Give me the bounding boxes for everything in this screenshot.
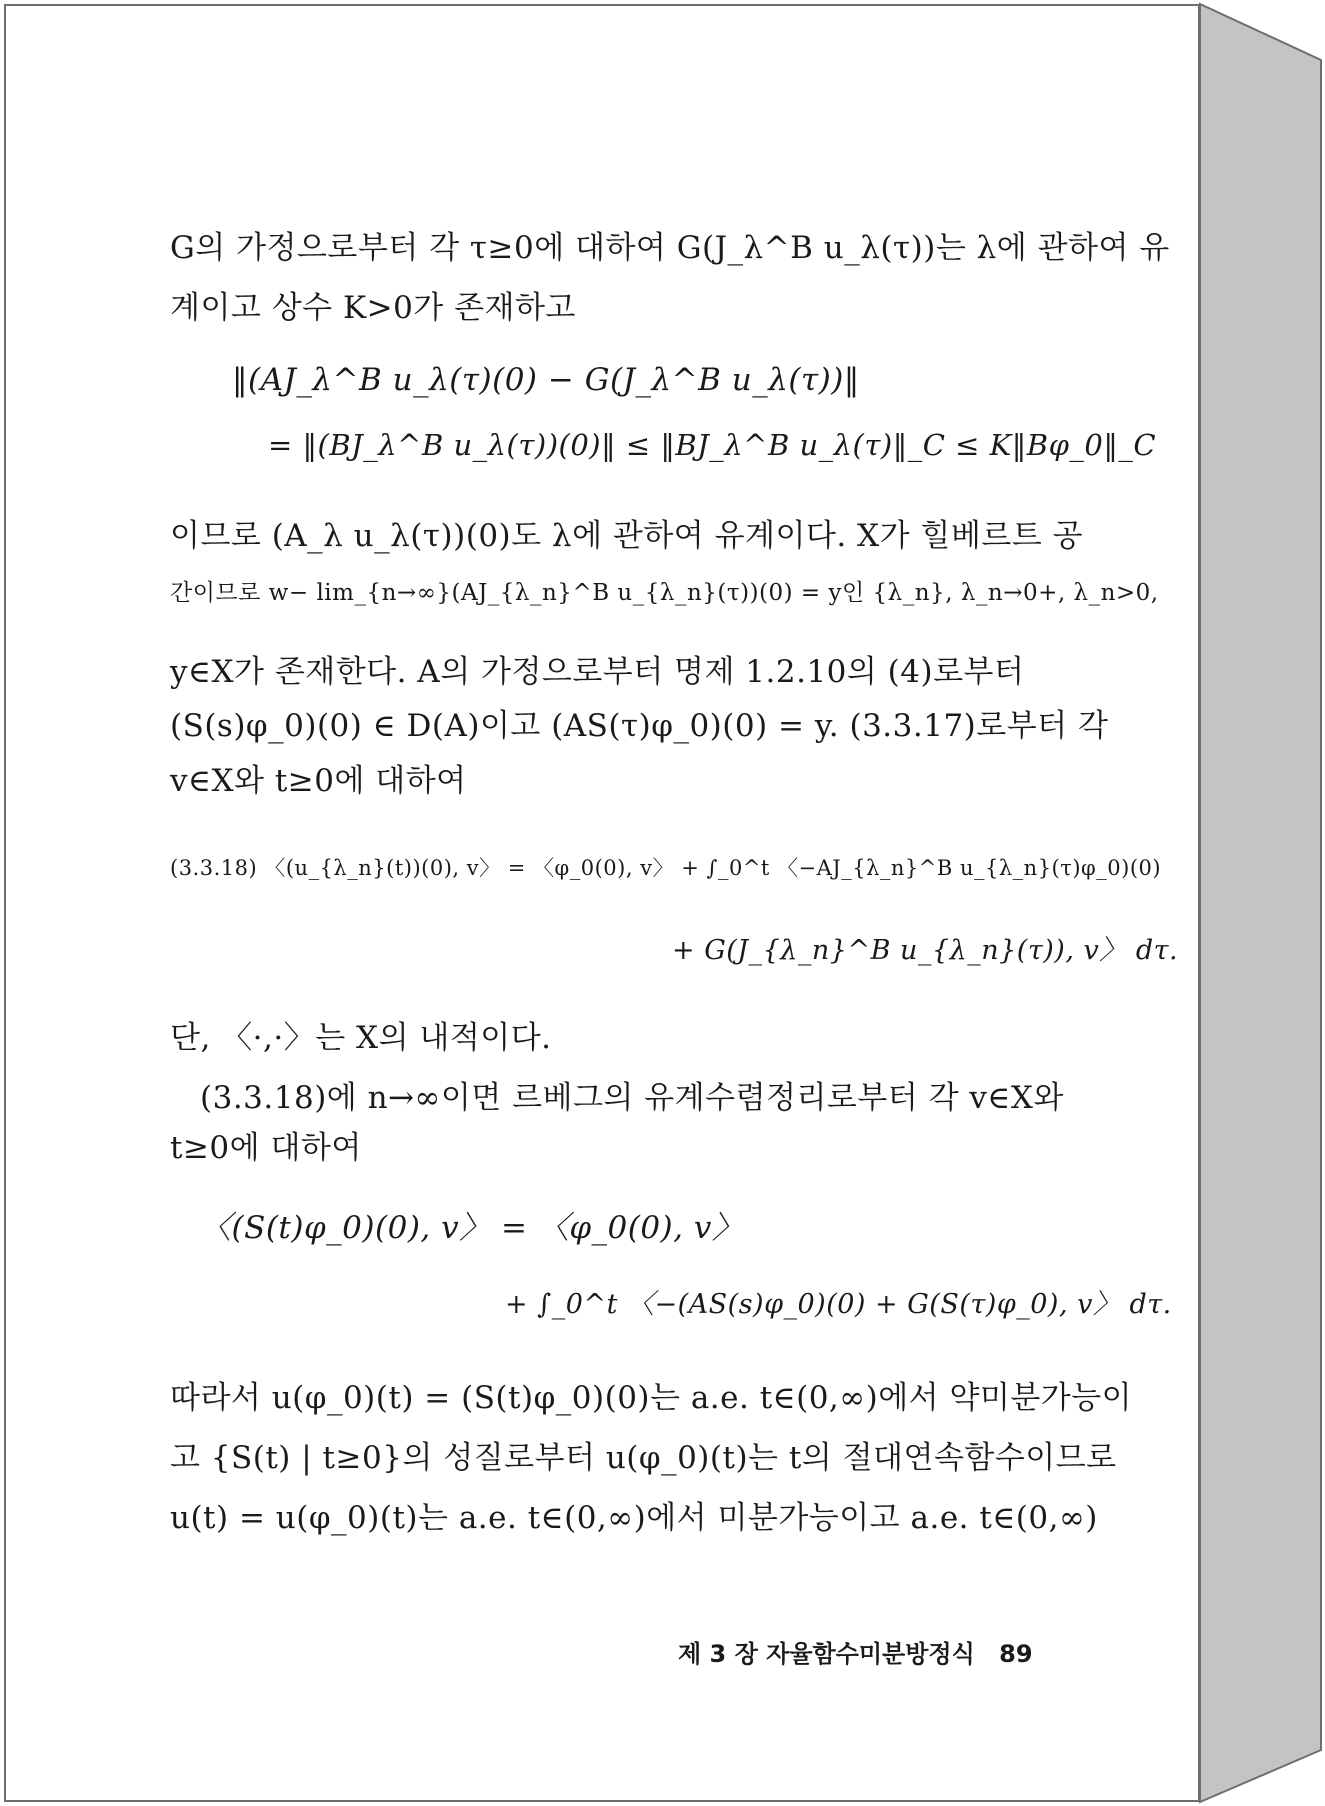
text-line: (3.3.18)에 n→∞이면 르베그의 유계수렴정리로부터 각 v∈X와	[200, 1080, 1064, 1116]
equation-line: + G(J_{λ_n}^B u_{λ_n}(τ)), v〉 dτ.	[672, 935, 1179, 966]
text-line: G의 가정으로부터 각 τ≥0에 대하여 G(J_λ^B u_λ(τ))는 λ에 관하여 유	[170, 230, 1170, 266]
text-line: (S(s)φ_0)(0) ∈ D(A)이고 (AS(τ)φ_0)(0) = y. (3.3.17)로부터 각	[170, 708, 1109, 744]
page-number: 89	[999, 1640, 1033, 1668]
numbered-equation: (3.3.18) 〈(u_{λ_n}(t))(0), v〉 = 〈φ_0(0), v〉 + ∫_0^t 〈−AJ_{λ_n}^B u_{λ_n}(τ)φ_0)(0)	[170, 856, 1162, 880]
equation-line: 〈(S(t)φ_0)(0), v〉 = 〈φ_0(0), v〉	[200, 1210, 744, 1246]
equation-line: + ∫_0^t 〈−(AS(s)φ_0)(0) + G(S(τ)φ_0), v〉 dτ.	[505, 1289, 1172, 1320]
text-line: y∈X가 존재한다. A의 가정으로부터 명제 1.2.10의 (4)로부터	[170, 654, 1025, 690]
text-line: 단, 〈·,·〉는 X의 내적이다.	[170, 1020, 552, 1056]
equation-line: ‖(AJ_λ^B u_λ(τ)(0) − G(J_λ^B u_λ(τ))‖	[232, 362, 860, 398]
text-line: t≥0에 대하여	[170, 1130, 362, 1166]
text-line: u(t) = u(φ_0)(t)는 a.e. t∈(0,∞)에서 미분가능이고 a.e. t∈(0,∞)	[170, 1500, 1098, 1536]
text-line: 계이고 상수 K>0가 존재하고	[170, 290, 576, 326]
text-line: 고 {S(t) | t≥0}의 성질로부터 u(φ_0)(t)는 t의 절대연속함수이므로	[170, 1440, 1117, 1476]
text-line: v∈X와 t≥0에 대하여	[170, 763, 467, 799]
chapter-title: 제 3 장 자율함수미분방정식	[678, 1640, 975, 1668]
page-footer	[678, 1634, 1033, 1669]
text-line: 간이므로 w− lim_{n→∞}(AJ_{λ_n}^B u_{λ_n}(τ))(0) = y인 {λ_n}, λ_n→0+, λ_n>0,	[170, 580, 1159, 606]
text-line: 따라서 u(φ_0)(t) = (S(t)φ_0)(0)는 a.e. t∈(0,∞)에서 약미분가능이	[170, 1380, 1133, 1416]
equation-line: = ‖(BJ_λ^B u_λ(τ))(0)‖ ≤ ‖BJ_λ^B u_λ(τ)‖_C ≤ K‖Bφ_0‖_C	[268, 428, 1157, 462]
text-line: 이므로 (A_λ u_λ(τ))(0)도 λ에 관하여 유계이다. X가 힐베르트 공	[170, 518, 1084, 554]
